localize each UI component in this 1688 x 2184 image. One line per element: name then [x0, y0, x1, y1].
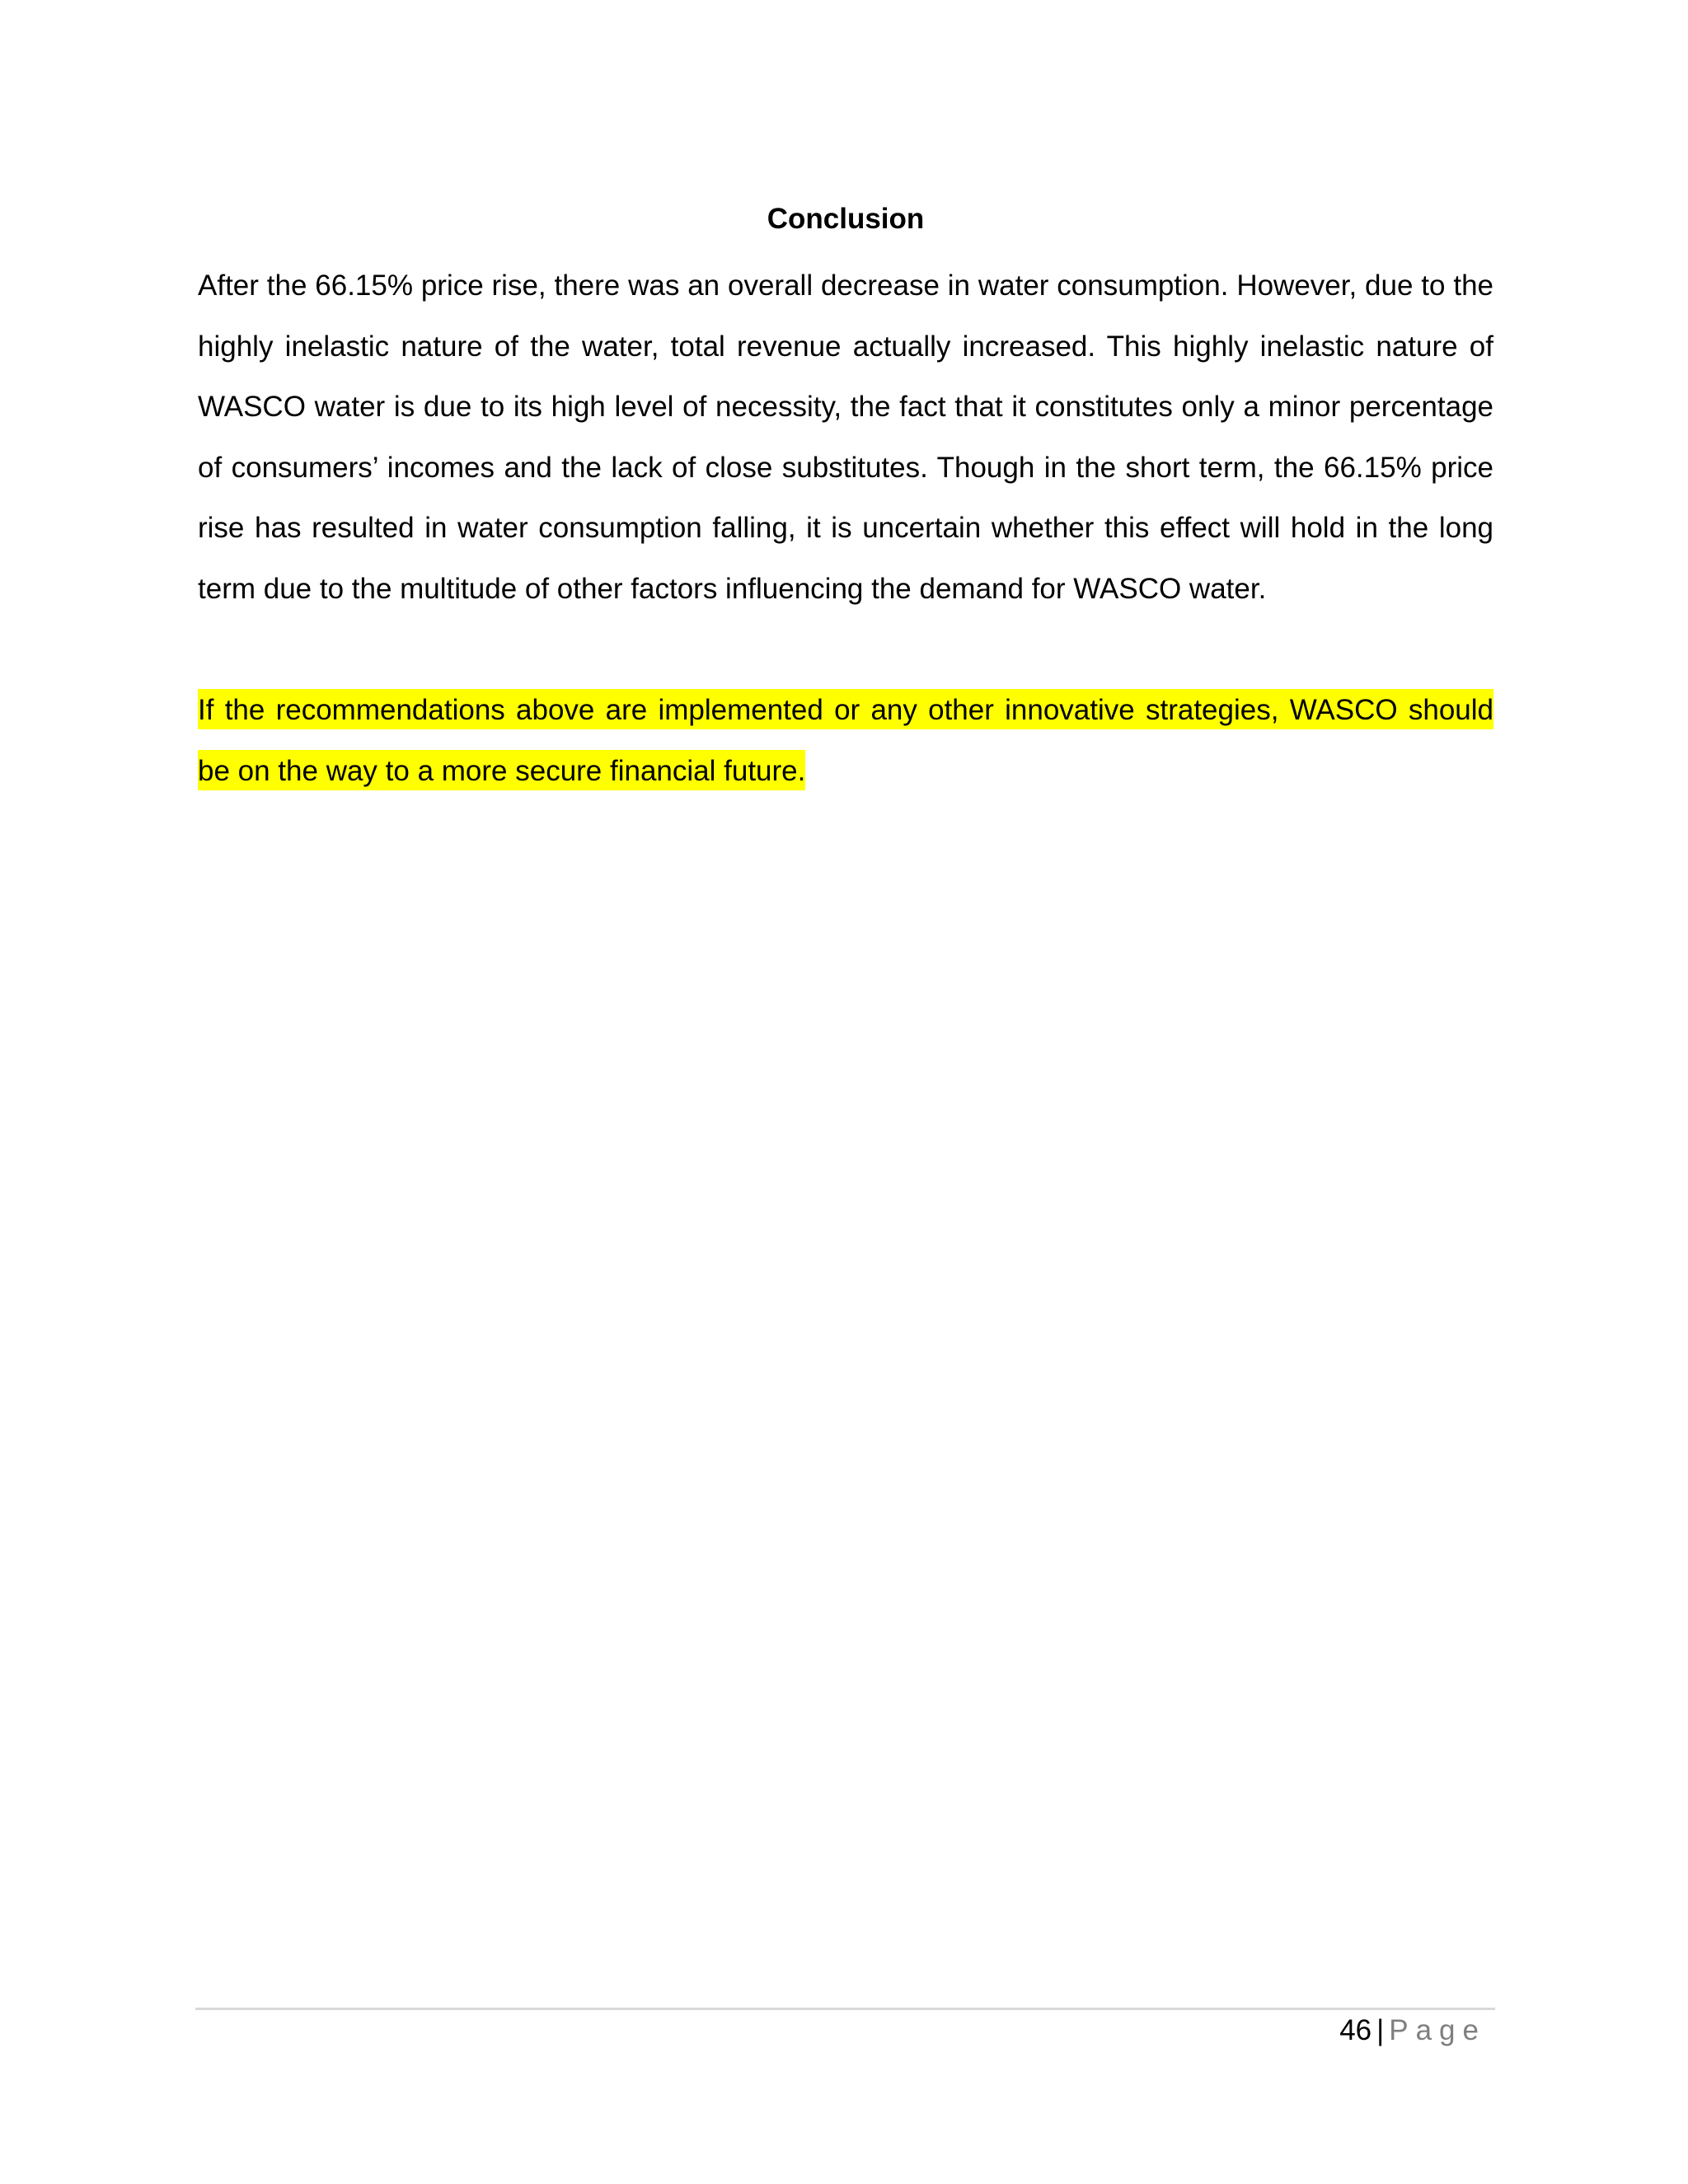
footer-separator: |	[1376, 2014, 1385, 2046]
paragraph-spacer	[198, 619, 1493, 680]
page-footer	[1339, 2009, 1486, 2052]
highlighted-text: If the recommendations above are implemented or any other innovative strategies, WASCO should be on the way to a more secure financial future.	[198, 689, 1493, 790]
conclusion-paragraph: After the 66.15% price rise, there was an overall decrease in water consumption. However, due to the highly inelastic nature of the water, total revenue actually increased. This highly inelastic nature of WASCO water is due to its high level of necessity, the fact that it constitutes only a minor percentage of consumers’ incomes and the lack of close substitutes. Though in the short term, the 66.15% price rise has resulted in water consumption falling, it is uncertain whether this effect will hold in the long term due to the multitude of other factors influencing the demand for WASCO water.	[198, 269, 1493, 605]
footer-divider	[195, 2008, 1495, 2010]
page-number: 46	[1339, 2014, 1372, 2046]
section-heading: Conclusion	[767, 203, 925, 235]
page-content	[198, 198, 1493, 801]
highlighted-paragraph	[198, 680, 1493, 801]
page-label: Page	[1389, 2014, 1486, 2046]
